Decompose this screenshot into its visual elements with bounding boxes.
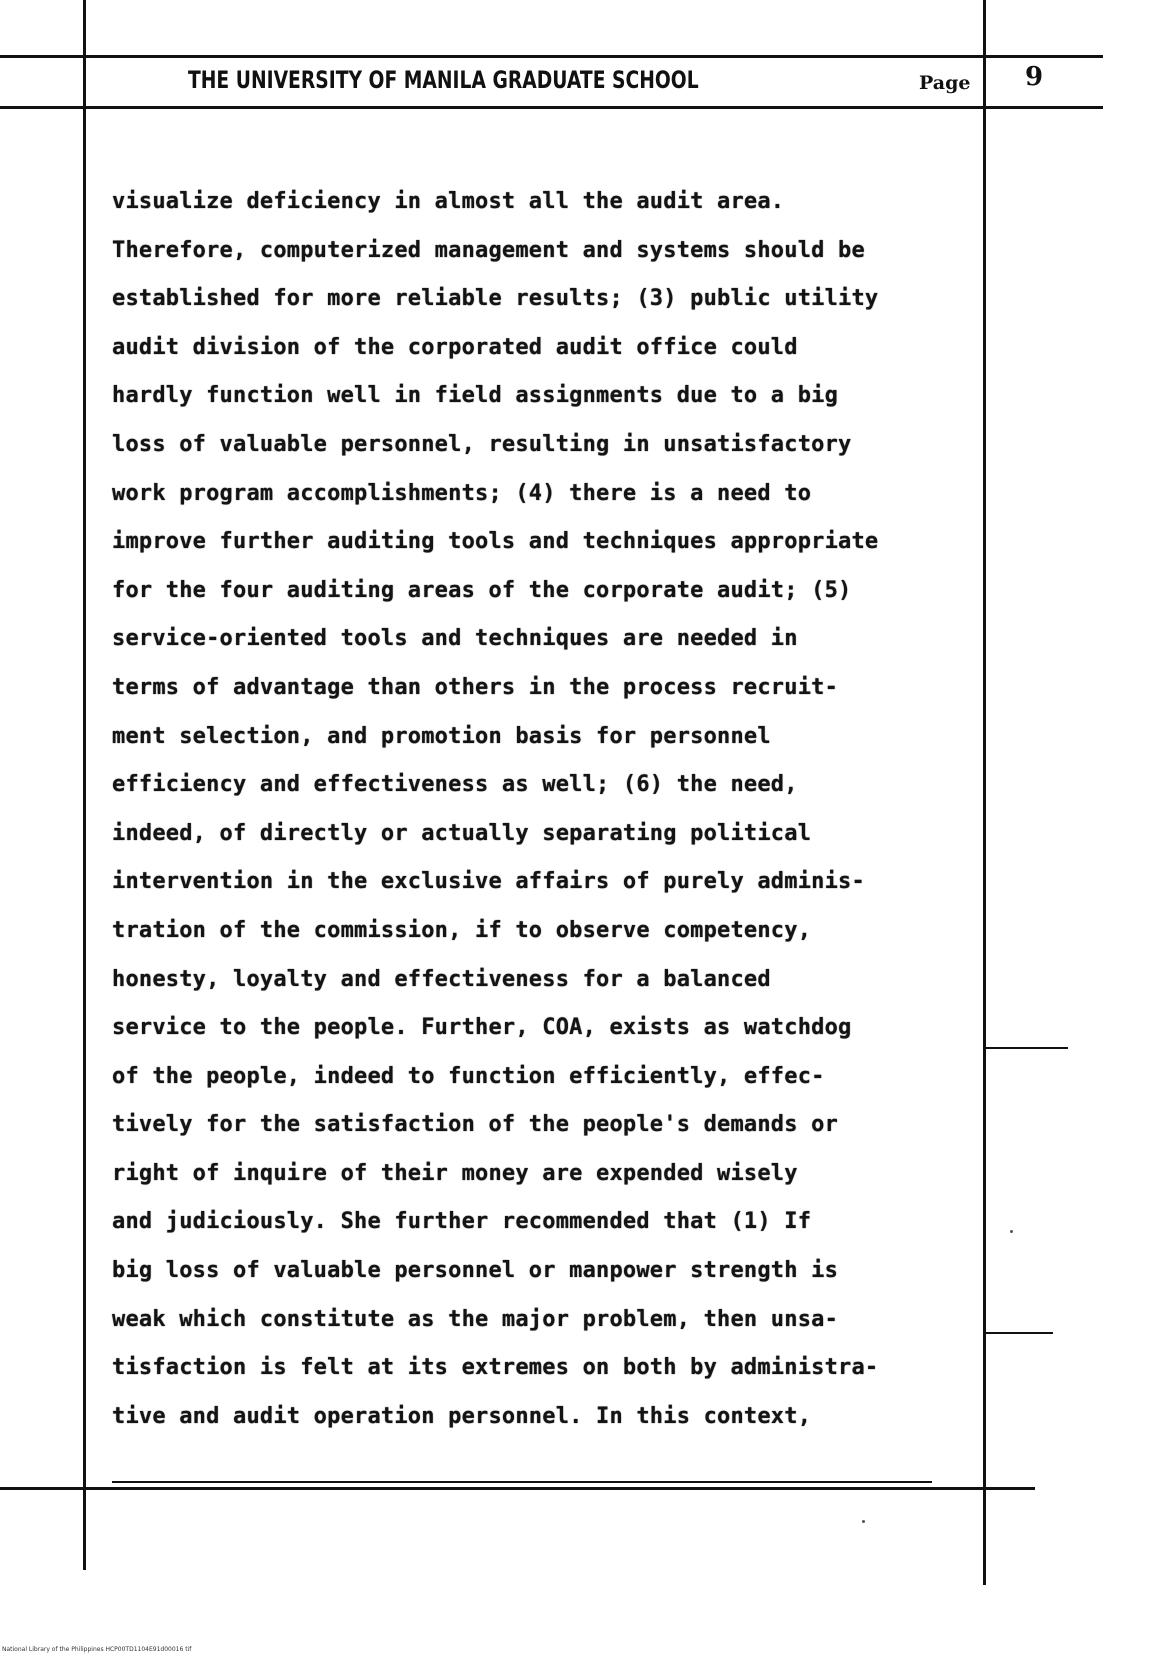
text-line: tive and audit operation personnel. In this context, bbox=[112, 1403, 812, 1429]
text-line: big loss of valuable personnel or manpower strength is bbox=[112, 1258, 839, 1284]
text-line: intervention in the exclusive affairs of purely adminis- bbox=[112, 869, 865, 895]
scan-footer-note: National Library of the Philippines HCP00TD1104E91d00016 tif bbox=[2, 1646, 192, 1653]
scan-speck bbox=[1010, 1230, 1013, 1233]
text-line: tisfaction is felt at its extremes on both by administra- bbox=[112, 1355, 879, 1381]
page-label: Page bbox=[919, 72, 971, 94]
text-line: weak which constitute as the major problem, then unsa- bbox=[112, 1306, 839, 1332]
text-line: service to the people. Further, COA, exists as watchdog bbox=[112, 1015, 852, 1041]
text-line: loss of valuable personnel, resulting in unsatisfactory bbox=[112, 431, 852, 457]
body-text bbox=[112, 178, 1012, 1441]
text-line: service-oriented tools and techniques are needed in bbox=[112, 626, 798, 652]
text-line: and judiciously. She further recommended that (1) If bbox=[112, 1209, 812, 1235]
text-line: efficiency and effectiveness as well; (6) the need, bbox=[112, 772, 798, 798]
page-number: 9 bbox=[1025, 62, 1044, 92]
text-line: hardly function well in field assignments due to a big bbox=[112, 383, 839, 409]
text-line: audit division of the corporated audit office could bbox=[112, 334, 798, 360]
page-header-title: THE UNIVERSITY OF MANILA GRADUATE SCHOOL bbox=[188, 66, 699, 94]
text-line: improve further auditing tools and techniques appropriate bbox=[112, 529, 879, 555]
text-line: Therefore, computerized management and systems should be bbox=[112, 237, 865, 263]
text-line: tration of the commission, if to observe competency, bbox=[112, 917, 812, 943]
header-bottom-rule bbox=[0, 106, 1103, 109]
scan-speck bbox=[862, 1520, 865, 1523]
text-line: of the people, indeed to function efficiently, effec- bbox=[112, 1063, 825, 1089]
text-line: terms of advantage than others in the process recruit- bbox=[112, 674, 839, 700]
text-line: indeed, of directly or actually separating political bbox=[112, 820, 812, 846]
text-line: honesty, loyalty and effectiveness for a balanced bbox=[112, 966, 771, 992]
text-line: right of inquire of their money are expended wisely bbox=[112, 1160, 798, 1186]
text-line: work program accomplishments; (4) there is a need to bbox=[112, 480, 812, 506]
top-horizontal-rule bbox=[0, 55, 1103, 58]
text-line: for the four auditing areas of the corporate audit; (5) bbox=[112, 577, 852, 603]
text-line: ment selection, and promotion basis for personnel bbox=[112, 723, 771, 749]
text-line: tively for the satisfaction of the people's demands or bbox=[112, 1112, 839, 1138]
text-line: visualize deficiency in almost all the audit area. bbox=[112, 189, 785, 214]
text-underline bbox=[112, 1481, 932, 1483]
bottom-horizontal-rule bbox=[0, 1487, 1035, 1490]
text-line: established for more reliable results; (3) public utility bbox=[112, 286, 879, 312]
left-margin-rule bbox=[83, 0, 86, 1570]
